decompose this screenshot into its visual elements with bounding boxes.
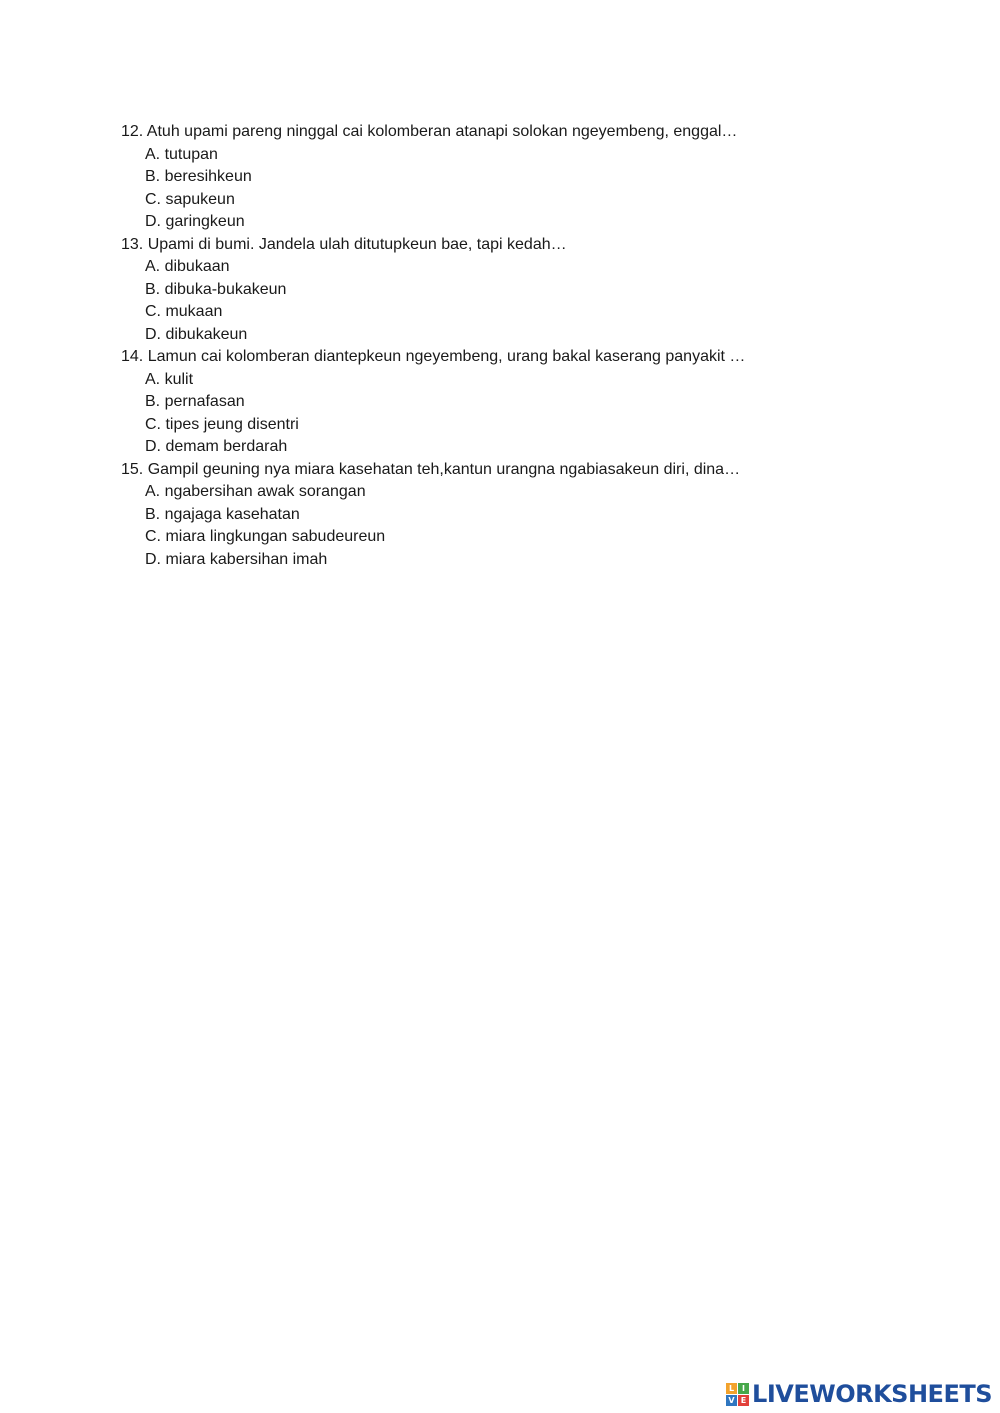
liveworksheets-logo: [726, 1381, 992, 1407]
option-c: C. tipes jeung disentri: [145, 415, 299, 433]
option-a: A. ngabersihan awak sorangan: [145, 483, 366, 500]
question-text: 14. Lamun cai kolomberan diantepkeun ngeyembeng, urang bakal kaserang panyakit …: [121, 348, 746, 365]
option-c: C. miara lingkungan sabudeureun: [145, 528, 386, 545]
option-b: B. pernafasan: [145, 393, 245, 410]
option-b: B. dibuka-bukakeun: [145, 280, 287, 298]
question-text: 13. Upami di bumi. Jandela ulah ditutupkeun bae, tapi kedah…: [121, 235, 567, 253]
logo-letter-i: I: [738, 1383, 749, 1394]
question-13: [121, 234, 881, 347]
worksheet: [121, 121, 881, 571]
option-a: A. tutupan: [145, 145, 218, 163]
option-d: D. miara kabersihan imah: [145, 550, 328, 568]
question-12: [121, 121, 881, 234]
option-b: B. beresihkeun: [145, 168, 252, 185]
logo-letter-l: L: [726, 1383, 737, 1394]
option-b: B. ngajaga kasehatan: [145, 505, 300, 523]
option-d: D. demam berdarah: [145, 438, 288, 455]
option-c: C. mukaan: [145, 303, 223, 320]
question-15: [121, 459, 881, 572]
option-c: C. sapukeun: [145, 190, 235, 208]
liveworksheets-logo-text: LIVEWORKSHEETS: [752, 1380, 992, 1408]
logo-letter-e: E: [738, 1395, 749, 1406]
option-d: D. dibukakeun: [145, 325, 248, 343]
option-a: A. kulit: [145, 370, 194, 388]
question-text: 15. Gampil geuning nya miara kasehatan teh,kantun urangna ngabiasakeun diri, dina…: [121, 460, 741, 478]
option-a: A. dibukaan: [145, 258, 230, 275]
logo-letter-v: V: [726, 1395, 737, 1406]
question-14: [121, 346, 881, 459]
question-text: 12. Atuh upami pareng ninggal cai kolomberan atanapi solokan ngeyembeng, enggal…: [121, 123, 738, 140]
option-d: D. garingkeun: [145, 213, 245, 230]
liveworksheets-logo-icon: [726, 1383, 749, 1406]
